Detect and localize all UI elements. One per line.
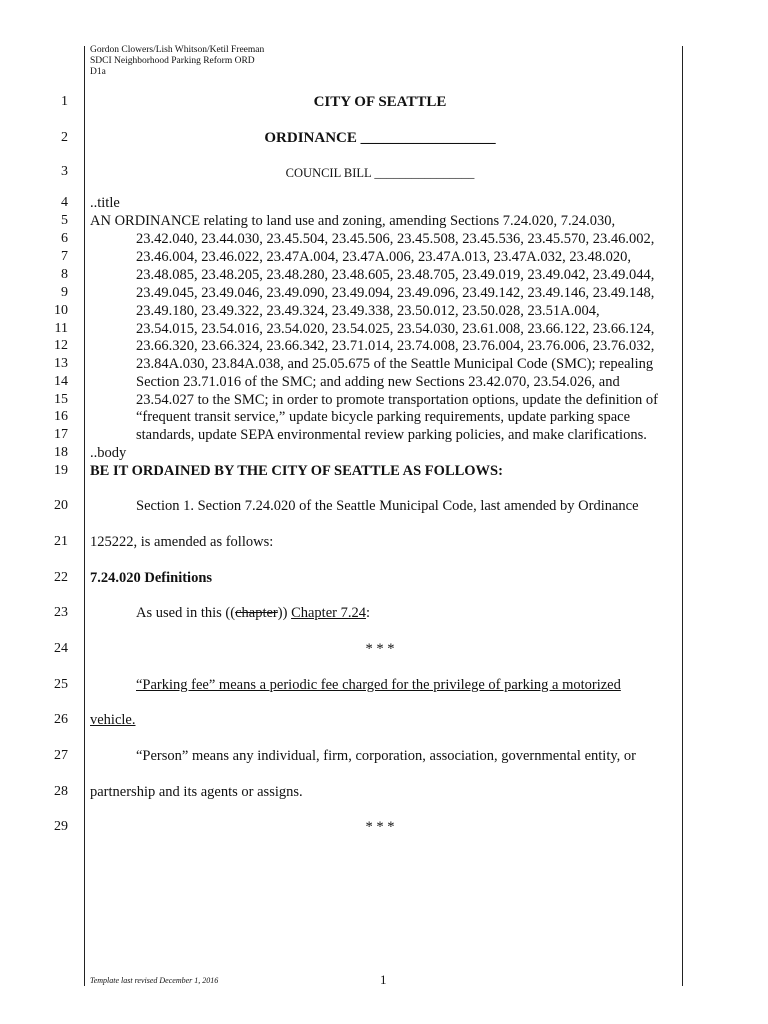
council-bill-line: COUNCIL BILL ________________ — [285, 166, 475, 180]
line-number: 11 — [54, 321, 68, 336]
line-number: 28 — [54, 784, 68, 799]
line-number: 22 — [54, 570, 68, 585]
ordinance-heading: ORDINANCE __________________ — [264, 130, 496, 146]
line-number: 17 — [54, 427, 68, 442]
line-number: 8 — [61, 267, 68, 282]
page-number: 1 — [380, 972, 387, 987]
right-margin-rule — [682, 46, 683, 986]
city-heading: CITY OF SEATTLE — [313, 94, 447, 110]
line-number: 6 — [61, 231, 68, 246]
line-number: 12 — [54, 338, 68, 353]
title-text-line: “frequent transit service,” update bicycle parking requirements, update parking space — [136, 409, 630, 425]
person-definition-continued: partnership and its agents or assigns. — [90, 784, 303, 800]
body-marker: ..body — [90, 445, 127, 461]
title-text-line: 23.49.045, 23.49.046, 23.49.090, 23.49.094, 23.49.096, 23.49.142, 23.49.146, 23.49.148, — [136, 285, 655, 301]
line-number: 5 — [61, 213, 68, 228]
section-1-text-continued: 125222, is amended as follows: — [90, 534, 274, 550]
header-title: SDCI Neighborhood Parking Reform ORD — [90, 56, 255, 66]
title-text-line: 23.42.040, 23.44.030, 23.45.504, 23.45.506, 23.45.508, 23.45.536, 23.45.570, 23.46.002, — [136, 231, 655, 247]
title-text-line: standards, update SEPA environmental review parking policies, and make clarifications. — [136, 427, 647, 443]
line-number: 16 — [54, 409, 68, 424]
line-number: 3 — [61, 164, 68, 179]
header-version: D1a — [90, 67, 106, 77]
section-1-text: Section 1. Section 7.24.020 of the Seattle Municipal Code, last amended by Ordinance — [136, 498, 639, 514]
used-prefix: As used in this (( — [136, 605, 236, 621]
line-number: 20 — [54, 498, 68, 513]
line-number: 14 — [54, 374, 68, 389]
line-number: 2 — [61, 130, 68, 145]
title-text-line: 23.54.027 to the SMC; in order to promote transportation options, update the definition of — [136, 392, 658, 408]
line-number: 4 — [61, 195, 68, 210]
title-text-line: 23.54.015, 23.54.016, 23.54.020, 23.54.025, 23.54.030, 23.61.008, 23.66.122, 23.66.124, — [136, 321, 655, 337]
line-number: 18 — [54, 445, 68, 460]
line-number: 19 — [54, 463, 68, 478]
line-number: 10 — [54, 303, 68, 318]
line-number: 24 — [54, 641, 68, 656]
inserted-text: Chapter 7.24 — [291, 605, 366, 621]
title-text-line: 23.84A.030, 23.84A.038, and 25.05.675 of the Seattle Municipal Code (SMC); repealing — [136, 356, 654, 372]
title-text-line: 23.48.085, 23.48.205, 23.48.280, 23.48.605, 23.48.705, 23.49.019, 23.49.042, 23.49.044, — [136, 267, 655, 283]
parking-fee-definition-continued: vehicle. — [90, 712, 136, 728]
line-number: 15 — [54, 392, 68, 407]
title-text-line: Section 23.71.016 of the SMC; and adding new Sections 23.42.070, 23.54.026, and — [136, 374, 620, 390]
omission-asterisks: * * * — [365, 641, 395, 657]
struck-text: chapter — [235, 605, 278, 621]
used-suffix: : — [365, 605, 370, 621]
line-number: 1 — [61, 94, 68, 109]
title-text-line: 23.66.320, 23.66.324, 23.66.342, 23.71.014, 23.74.008, 23.76.004, 23.76.006, 23.76.032, — [136, 338, 655, 354]
parking-fee-definition: “Parking fee” means a periodic fee charged for the privilege of parking a motorized — [136, 677, 621, 693]
title-marker: ..title — [90, 195, 120, 211]
line-number: 21 — [54, 534, 68, 549]
used-in-chapter-line — [136, 604, 370, 622]
header-authors: Gordon Clowers/Lish Whitson/Ketil Freeman — [90, 45, 265, 55]
line-number: 13 — [54, 356, 68, 371]
line-number: 29 — [54, 819, 68, 834]
person-definition: “Person” means any individual, firm, corporation, association, governmental entity, or — [136, 748, 636, 764]
document-header — [90, 45, 264, 78]
line-number: 26 — [54, 712, 68, 727]
definitions-heading: 7.24.020 Definitions — [90, 570, 213, 586]
template-revision-note: Template last revised December 1, 2016 — [90, 976, 219, 985]
line-number: 7 — [61, 249, 68, 264]
line-number: 9 — [61, 285, 68, 300]
used-mid: )) — [277, 605, 292, 621]
omission-asterisks: * * * — [365, 819, 395, 835]
line-number: 27 — [54, 748, 68, 763]
title-text-line: 23.46.004, 23.46.022, 23.47A.004, 23.47A.006, 23.47A.013, 23.47A.032, 23.48.020, — [136, 249, 632, 265]
enacting-clause: BE IT ORDAINED BY THE CITY OF SEATTLE AS FOLLOWS: — [90, 463, 503, 479]
line-number: 25 — [54, 677, 68, 692]
line-number: 23 — [54, 605, 68, 620]
title-text-line: 23.49.180, 23.49.322, 23.49.324, 23.49.338, 23.50.012, 23.50.028, 23.51A.004, — [136, 303, 600, 319]
left-margin-rule — [84, 46, 85, 986]
title-text-line: AN ORDINANCE relating to land use and zoning, amending Sections 7.24.020, 7.24.030, — [90, 213, 616, 229]
